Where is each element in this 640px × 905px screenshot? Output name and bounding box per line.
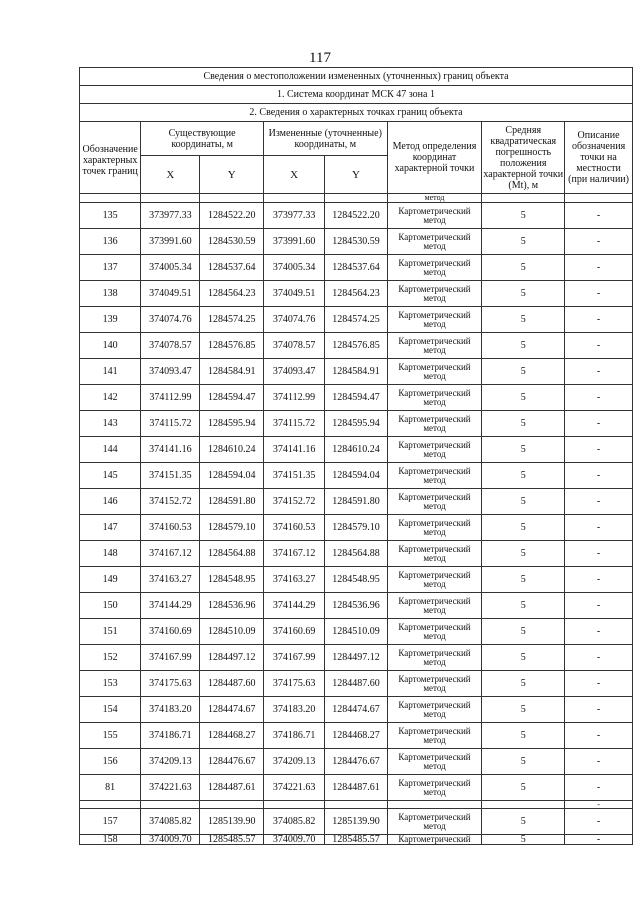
method-cell: Картометрический метод bbox=[387, 723, 482, 749]
point-id-cell: 136 bbox=[80, 229, 141, 255]
description-cell: - bbox=[565, 437, 633, 463]
accuracy-cell: 5 bbox=[482, 463, 565, 489]
existing-y-cell: 1284487.61 bbox=[200, 775, 263, 801]
accuracy-cell: 5 bbox=[482, 723, 565, 749]
method-cell: Картометрический метод bbox=[387, 255, 482, 281]
empty-cell bbox=[141, 801, 200, 809]
accuracy-cell: 5 bbox=[482, 333, 565, 359]
point-id-cell: 155 bbox=[80, 723, 141, 749]
changed-x-cell: 374160.53 bbox=[263, 515, 324, 541]
changed-x-cell: 374186.71 bbox=[263, 723, 324, 749]
accuracy-cell: 5 bbox=[482, 359, 565, 385]
method-cell: Картометрический метод bbox=[387, 229, 482, 255]
description-cell: - bbox=[565, 333, 633, 359]
point-id-cell: 137 bbox=[80, 255, 141, 281]
header-changed-y: Y bbox=[325, 156, 387, 194]
table-row bbox=[80, 671, 633, 697]
changed-y-cell: 1284579.10 bbox=[325, 515, 387, 541]
changed-y-cell: 1284487.61 bbox=[325, 775, 387, 801]
table-row bbox=[80, 437, 633, 463]
empty-cell bbox=[325, 801, 387, 809]
table-row bbox=[80, 809, 633, 835]
table-row bbox=[80, 567, 633, 593]
changed-x-cell: 374085.82 bbox=[263, 809, 324, 835]
existing-x-cell: 374141.16 bbox=[141, 437, 200, 463]
boundary-points-table bbox=[79, 67, 633, 845]
existing-y-cell: 1285139.90 bbox=[200, 809, 263, 835]
changed-y-cell: 1284564.23 bbox=[325, 281, 387, 307]
method-cell: Картометрический метод bbox=[387, 749, 482, 775]
existing-y-cell: 1284487.60 bbox=[200, 671, 263, 697]
coordinate-system-heading: 1. Система координат МСК 47 зона 1 bbox=[80, 86, 633, 104]
existing-y-cell: 1284579.10 bbox=[200, 515, 263, 541]
point-id-cell: 138 bbox=[80, 281, 141, 307]
changed-x-cell: 374074.76 bbox=[263, 307, 324, 333]
empty-separator-row bbox=[80, 801, 633, 809]
changed-x-cell: 374183.20 bbox=[263, 697, 324, 723]
existing-y-cell: 1284530.59 bbox=[200, 229, 263, 255]
existing-x-cell: 374152.72 bbox=[141, 489, 200, 515]
changed-x-cell: 374112.99 bbox=[263, 385, 324, 411]
point-id-cell: 151 bbox=[80, 619, 141, 645]
description-cell: - bbox=[565, 255, 633, 281]
existing-y-cell: 1284510.09 bbox=[200, 619, 263, 645]
description-cell: - bbox=[565, 359, 633, 385]
table-row bbox=[80, 255, 633, 281]
existing-x-cell: 374112.99 bbox=[141, 385, 200, 411]
changed-x-cell: 374115.72 bbox=[263, 411, 324, 437]
point-id-cell: 81 bbox=[80, 775, 141, 801]
method-cell: Картометрический метод bbox=[387, 619, 482, 645]
continuation-method-text: метод bbox=[387, 194, 482, 203]
header-changed-x: X bbox=[263, 156, 324, 194]
header-existing-x: X bbox=[141, 156, 200, 194]
header-changed-coordinates: Измененные (уточненные) координаты, м bbox=[263, 122, 387, 156]
existing-y-cell: 1284536.96 bbox=[200, 593, 263, 619]
table-row bbox=[80, 619, 633, 645]
description-cell: - bbox=[565, 489, 633, 515]
existing-y-cell: 1284584.91 bbox=[200, 359, 263, 385]
method-cell: Картометрический метод bbox=[387, 593, 482, 619]
existing-x-cell: 374167.12 bbox=[141, 541, 200, 567]
method-cell: Картометрический метод bbox=[387, 697, 482, 723]
existing-x-cell: 374144.29 bbox=[141, 593, 200, 619]
accuracy-cell: 5 bbox=[482, 775, 565, 801]
table-row bbox=[80, 515, 633, 541]
changed-x-cell: 374163.27 bbox=[263, 567, 324, 593]
accuracy-cell: 5 bbox=[482, 697, 565, 723]
description-cell: - bbox=[565, 835, 633, 845]
existing-y-cell: 1284476.67 bbox=[200, 749, 263, 775]
table-row bbox=[80, 307, 633, 333]
existing-x-cell: 374049.51 bbox=[141, 281, 200, 307]
changed-y-cell: 1284476.67 bbox=[325, 749, 387, 775]
existing-y-cell: 1284595.94 bbox=[200, 411, 263, 437]
accuracy-cell: 5 bbox=[482, 307, 565, 333]
method-cell: Картометрический метод bbox=[387, 541, 482, 567]
table-row bbox=[80, 749, 633, 775]
point-id-cell: 147 bbox=[80, 515, 141, 541]
point-id-cell: 144 bbox=[80, 437, 141, 463]
description-cell: - bbox=[565, 463, 633, 489]
existing-x-cell: 374183.20 bbox=[141, 697, 200, 723]
table-row bbox=[80, 835, 633, 845]
header-point-designation: Обозначение характерных точек границ bbox=[80, 122, 141, 194]
table-row bbox=[80, 775, 633, 801]
point-id-cell: 156 bbox=[80, 749, 141, 775]
changed-y-cell: 1284522.20 bbox=[325, 203, 387, 229]
table-row bbox=[80, 229, 633, 255]
description-cell: - bbox=[565, 801, 633, 809]
table-row bbox=[80, 541, 633, 567]
table-row bbox=[80, 359, 633, 385]
method-cell: Картометрический метод bbox=[387, 437, 482, 463]
existing-x-cell: 374085.82 bbox=[141, 809, 200, 835]
changed-y-cell: 1285139.90 bbox=[325, 809, 387, 835]
description-cell: - bbox=[565, 411, 633, 437]
point-id-cell: 140 bbox=[80, 333, 141, 359]
accuracy-cell: 5 bbox=[482, 541, 565, 567]
existing-y-cell: 1284537.64 bbox=[200, 255, 263, 281]
description-cell: - bbox=[565, 203, 633, 229]
table-row bbox=[80, 385, 633, 411]
table-row bbox=[80, 697, 633, 723]
existing-x-cell: 374078.57 bbox=[141, 333, 200, 359]
point-id-cell: 139 bbox=[80, 307, 141, 333]
table-row bbox=[80, 281, 633, 307]
table-row bbox=[80, 203, 633, 229]
accuracy-cell: 5 bbox=[482, 749, 565, 775]
existing-y-cell: 1284564.88 bbox=[200, 541, 263, 567]
changed-y-cell: 1284536.96 bbox=[325, 593, 387, 619]
continuation-row bbox=[80, 194, 633, 203]
existing-x-cell: 374115.72 bbox=[141, 411, 200, 437]
description-cell: - bbox=[565, 697, 633, 723]
method-cell: Картометрический метод bbox=[387, 411, 482, 437]
empty-cell bbox=[80, 801, 141, 809]
point-id-cell: 143 bbox=[80, 411, 141, 437]
changed-y-cell: 1284548.95 bbox=[325, 567, 387, 593]
changed-y-cell: 1284584.91 bbox=[325, 359, 387, 385]
description-cell: - bbox=[565, 723, 633, 749]
description-cell: - bbox=[565, 809, 633, 835]
existing-x-cell: 374209.13 bbox=[141, 749, 200, 775]
changed-y-cell: 1284537.64 bbox=[325, 255, 387, 281]
point-id-cell: 150 bbox=[80, 593, 141, 619]
existing-x-cell: 374221.63 bbox=[141, 775, 200, 801]
accuracy-cell: 5 bbox=[482, 255, 565, 281]
changed-x-cell: 373977.33 bbox=[263, 203, 324, 229]
description-cell: - bbox=[565, 281, 633, 307]
existing-x-cell: 373991.60 bbox=[141, 229, 200, 255]
header-existing-y: Y bbox=[200, 156, 263, 194]
existing-x-cell: 374093.47 bbox=[141, 359, 200, 385]
changed-y-cell: 1284576.85 bbox=[325, 333, 387, 359]
changed-x-cell: 374078.57 bbox=[263, 333, 324, 359]
changed-y-cell: 1284591.80 bbox=[325, 489, 387, 515]
empty-cell bbox=[482, 801, 565, 809]
point-id-cell: 146 bbox=[80, 489, 141, 515]
changed-x-cell: 374175.63 bbox=[263, 671, 324, 697]
description-cell: - bbox=[565, 749, 633, 775]
table-row bbox=[80, 463, 633, 489]
accuracy-cell: 5 bbox=[482, 489, 565, 515]
changed-y-cell: 1284474.67 bbox=[325, 697, 387, 723]
method-cell: Картометрический метод bbox=[387, 333, 482, 359]
description-cell: - bbox=[565, 619, 633, 645]
table-row bbox=[80, 723, 633, 749]
changed-x-cell: 374093.47 bbox=[263, 359, 324, 385]
accuracy-cell: 5 bbox=[482, 835, 565, 845]
existing-x-cell: 374163.27 bbox=[141, 567, 200, 593]
changed-y-cell: 1284610.24 bbox=[325, 437, 387, 463]
point-id-cell: 152 bbox=[80, 645, 141, 671]
method-cell: Картометрический метод bbox=[387, 281, 482, 307]
method-cell: Картометрический метод bbox=[387, 307, 482, 333]
header-method: Метод определения координат характерной точки bbox=[387, 122, 482, 194]
existing-y-cell: 1284576.85 bbox=[200, 333, 263, 359]
existing-x-cell: 374160.69 bbox=[141, 619, 200, 645]
existing-x-cell: 374074.76 bbox=[141, 307, 200, 333]
changed-x-cell: 374160.69 bbox=[263, 619, 324, 645]
description-cell: - bbox=[565, 645, 633, 671]
method-cell: Картометрический метод bbox=[387, 775, 482, 801]
header-existing-coordinates: Существующие координаты, м bbox=[141, 122, 264, 156]
method-cell: Картометрический метод bbox=[387, 359, 482, 385]
changed-x-cell: 374167.12 bbox=[263, 541, 324, 567]
method-cell: Картометрический метод bbox=[387, 567, 482, 593]
point-id-cell: 149 bbox=[80, 567, 141, 593]
changed-y-cell: 1284594.47 bbox=[325, 385, 387, 411]
method-cell: Картометрический bbox=[387, 835, 482, 845]
description-cell: - bbox=[565, 567, 633, 593]
point-id-cell: 158 bbox=[80, 835, 141, 845]
point-id-cell: 141 bbox=[80, 359, 141, 385]
changed-x-cell: 374152.72 bbox=[263, 489, 324, 515]
empty-cell bbox=[200, 801, 263, 809]
empty-cell bbox=[387, 801, 482, 809]
changed-x-cell: 374049.51 bbox=[263, 281, 324, 307]
changed-y-cell: 1284594.04 bbox=[325, 463, 387, 489]
existing-y-cell: 1284594.04 bbox=[200, 463, 263, 489]
accuracy-cell: 5 bbox=[482, 281, 565, 307]
accuracy-cell: 5 bbox=[482, 385, 565, 411]
existing-x-cell: 374160.53 bbox=[141, 515, 200, 541]
changed-y-cell: 1284510.09 bbox=[325, 619, 387, 645]
method-cell: Картометрический метод bbox=[387, 489, 482, 515]
accuracy-cell: 5 bbox=[482, 809, 565, 835]
changed-x-cell: 374009.70 bbox=[263, 835, 324, 845]
accuracy-cell: 5 bbox=[482, 567, 565, 593]
point-id-cell: 157 bbox=[80, 809, 141, 835]
existing-y-cell: 1284594.47 bbox=[200, 385, 263, 411]
table-row bbox=[80, 593, 633, 619]
existing-y-cell: 1284548.95 bbox=[200, 567, 263, 593]
changed-x-cell: 374167.99 bbox=[263, 645, 324, 671]
changed-y-cell: 1285485.57 bbox=[325, 835, 387, 845]
table-row bbox=[80, 411, 633, 437]
description-cell: - bbox=[565, 671, 633, 697]
method-cell: Картометрический метод bbox=[387, 463, 482, 489]
existing-x-cell: 374186.71 bbox=[141, 723, 200, 749]
existing-x-cell: 374009.70 bbox=[141, 835, 200, 845]
existing-x-cell: 374005.34 bbox=[141, 255, 200, 281]
accuracy-cell: 5 bbox=[482, 645, 565, 671]
existing-y-cell: 1284610.24 bbox=[200, 437, 263, 463]
existing-y-cell: 1284468.27 bbox=[200, 723, 263, 749]
method-cell: Картометрический метод bbox=[387, 203, 482, 229]
method-cell: Картометрический метод bbox=[387, 671, 482, 697]
changed-x-cell: 374221.63 bbox=[263, 775, 324, 801]
existing-x-cell: 373977.33 bbox=[141, 203, 200, 229]
changed-x-cell: 374144.29 bbox=[263, 593, 324, 619]
description-cell: - bbox=[565, 229, 633, 255]
accuracy-cell: 5 bbox=[482, 203, 565, 229]
existing-y-cell: 1284522.20 bbox=[200, 203, 263, 229]
table-row bbox=[80, 645, 633, 671]
description-cell: - bbox=[565, 385, 633, 411]
changed-x-cell: 374209.13 bbox=[263, 749, 324, 775]
existing-x-cell: 374167.99 bbox=[141, 645, 200, 671]
point-id-cell: 154 bbox=[80, 697, 141, 723]
changed-x-cell: 374005.34 bbox=[263, 255, 324, 281]
point-id-cell: 148 bbox=[80, 541, 141, 567]
changed-x-cell: 374141.16 bbox=[263, 437, 324, 463]
changed-y-cell: 1284574.25 bbox=[325, 307, 387, 333]
point-id-cell: 135 bbox=[80, 203, 141, 229]
method-cell: Картометрический метод bbox=[387, 385, 482, 411]
changed-y-cell: 1284595.94 bbox=[325, 411, 387, 437]
existing-y-cell: 1285485.57 bbox=[200, 835, 263, 845]
changed-x-cell: 373991.60 bbox=[263, 229, 324, 255]
description-cell: - bbox=[565, 593, 633, 619]
point-id-cell: 145 bbox=[80, 463, 141, 489]
description-cell: - bbox=[565, 307, 633, 333]
method-cell: Картометрический метод bbox=[387, 645, 482, 671]
page-number: 117 bbox=[309, 50, 331, 66]
changed-x-cell: 374151.35 bbox=[263, 463, 324, 489]
changed-y-cell: 1284497.12 bbox=[325, 645, 387, 671]
method-cell: Картометрический метод bbox=[387, 809, 482, 835]
accuracy-cell: 5 bbox=[482, 515, 565, 541]
existing-y-cell: 1284474.67 bbox=[200, 697, 263, 723]
table-row bbox=[80, 489, 633, 515]
accuracy-cell: 5 bbox=[482, 229, 565, 255]
accuracy-cell: 5 bbox=[482, 593, 565, 619]
empty-cell bbox=[263, 801, 324, 809]
point-id-cell: 153 bbox=[80, 671, 141, 697]
accuracy-cell: 5 bbox=[482, 437, 565, 463]
changed-y-cell: 1284564.88 bbox=[325, 541, 387, 567]
description-cell: - bbox=[565, 541, 633, 567]
existing-y-cell: 1284574.25 bbox=[200, 307, 263, 333]
accuracy-cell: 5 bbox=[482, 671, 565, 697]
description-cell: - bbox=[565, 775, 633, 801]
existing-x-cell: 374175.63 bbox=[141, 671, 200, 697]
existing-y-cell: 1284591.80 bbox=[200, 489, 263, 515]
changed-y-cell: 1284530.59 bbox=[325, 229, 387, 255]
existing-x-cell: 374151.35 bbox=[141, 463, 200, 489]
accuracy-cell: 5 bbox=[482, 619, 565, 645]
accuracy-cell: 5 bbox=[482, 411, 565, 437]
method-cell: Картометрический метод bbox=[387, 515, 482, 541]
existing-y-cell: 1284497.12 bbox=[200, 645, 263, 671]
existing-y-cell: 1284564.23 bbox=[200, 281, 263, 307]
changed-y-cell: 1284487.60 bbox=[325, 671, 387, 697]
point-id-cell: 142 bbox=[80, 385, 141, 411]
table-title: Сведения о местоположении измененных (уточненных) границ объекта bbox=[80, 68, 633, 86]
description-cell: - bbox=[565, 515, 633, 541]
points-section-heading: 2. Сведения о характерных точках границ объекта bbox=[80, 104, 633, 122]
table-row bbox=[80, 333, 633, 359]
changed-y-cell: 1284468.27 bbox=[325, 723, 387, 749]
header-accuracy: Средняя квадратическая погрешность положения характерной точки (Mt), м bbox=[482, 122, 565, 194]
header-description: Описание обозначения точки на местности (при наличии) bbox=[565, 122, 633, 194]
